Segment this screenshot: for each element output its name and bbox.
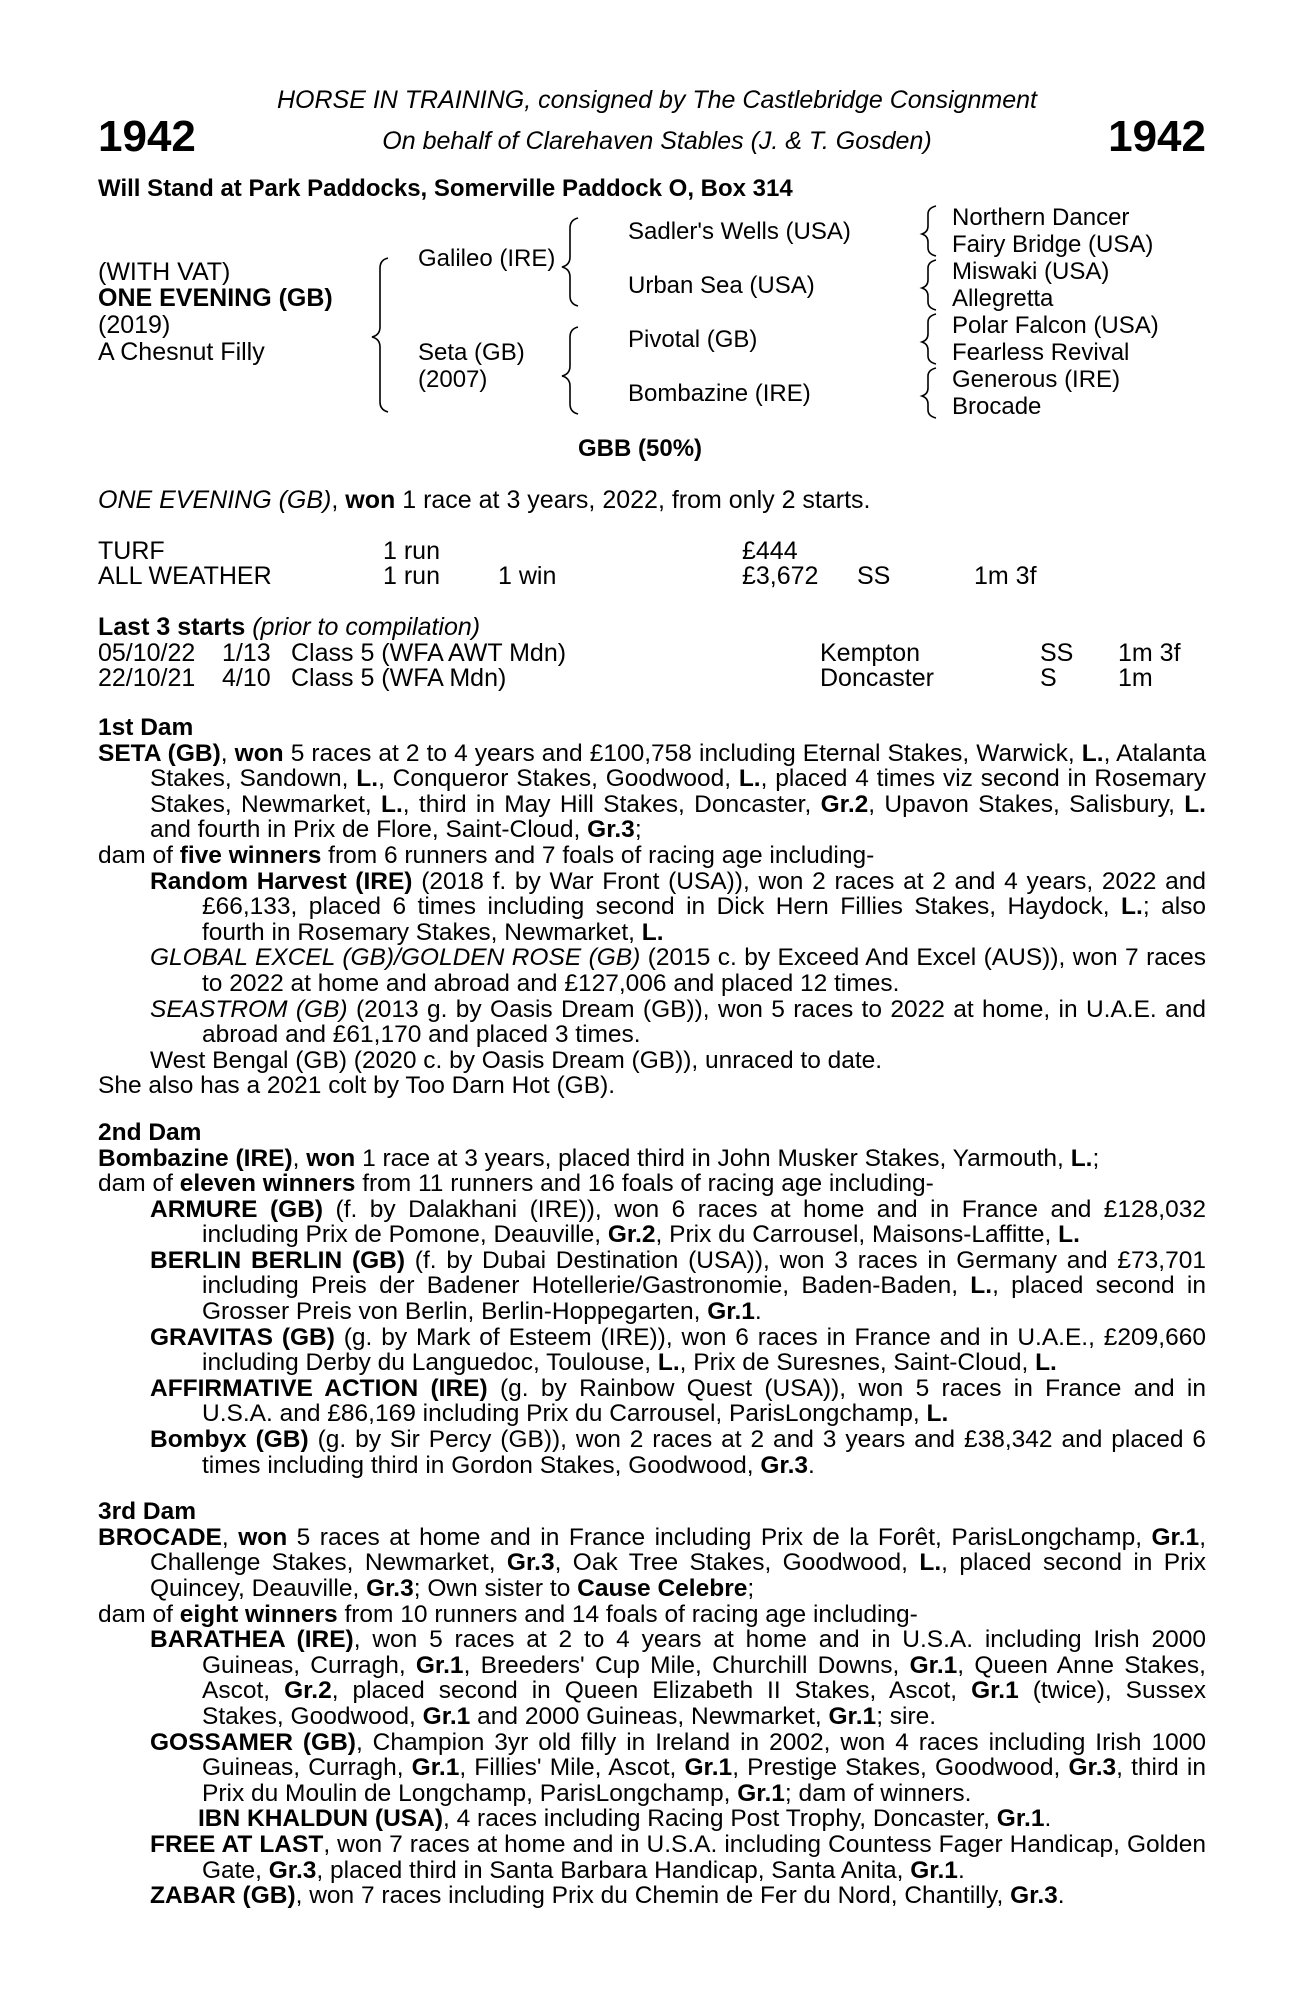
record-aw-prize: £3,672 [742, 562, 819, 590]
record-turf-runs: 1 run [383, 537, 440, 565]
record-turf-surface: TURF [98, 537, 165, 565]
start-1-course: Kempton [820, 639, 921, 667]
pedigree-dam-sire: Pivotal (GB) [628, 326, 758, 353]
pedigree-dds: Generous (IRE) [952, 366, 1121, 393]
start-1-going: SS [1040, 639, 1074, 667]
start-2-going: S [1040, 664, 1057, 692]
pedigree-sire-dam: Urban Sea (USA) [628, 272, 815, 299]
race-summary: ONE EVENING (GB), won 1 race at 3 years, 2022, from only 2 starts. [98, 486, 871, 514]
start-2-race: Class 5 (WFA Mdn) [291, 664, 507, 692]
brace-sd [922, 260, 936, 310]
produce-gravitas: GRAVITAS (GB) (g. by Mark of Esteem (IRE)), won 6 races in France and in U.A.E., £209,660 including Derby du Languedoc, Toulouse, L., Prix de Suresnes, Saint-Cloud, L. [150, 1323, 1206, 1377]
vat-note: (WITH VAT) [98, 258, 231, 286]
lot-number-right: 1942 [1108, 112, 1206, 161]
produce-barathea: BARATHEA (IRE), won 5 races at 2 to 4 years at home and in U.S.A. including Irish 2000 Guineas, Curragh, Gr.1, Breeders' Cup Mile, Churchill Downs, Gr.1, Queen Anne Stakes, Ascot, Gr.2, placed second in Queen Elizabeth II Stakes, Ascot, Gr.1 (twice), Sussex Stakes, Goodwood, Gr.1 and 2000 Guineas, Newmarket, Gr.1; sire. [150, 1626, 1206, 1730]
produce-global-excel: GLOBAL EXCEL (GB)/GOLDEN ROSE (GB) (2015 c. by Exceed And Excel (AUS)), won 7 races to 2022 at home and abroad and £127,006 and placed 12 times. [150, 944, 1207, 997]
on-behalf-line: On behalf of Clarehaven Stables (J. & T. Gosden) [382, 127, 932, 155]
consignment-line: HORSE IN TRAINING, consigned by The Castlebridge Consignment [276, 86, 1038, 114]
pedigree-sss: Northern Dancer [952, 204, 1130, 231]
horse-description: A Chesnut Filly [98, 338, 265, 366]
last-starts-note: (prior to compilation) [252, 613, 481, 641]
gbb-rating: GBB (50%) [578, 435, 703, 462]
produce-west-bengal: West Bengal (GB) (2020 c. by Oasis Dream (GB)), unraced to date. [150, 1046, 883, 1074]
pedigree-dam-dam: Bombazine (IRE) [628, 380, 811, 407]
produce-bombyx: Bombyx (GB) (g. by Sir Percy (GB)), won 2 races at 2 and 3 years and £38,342 and placed 6 times including third in Gordon Stakes, Goodwood, Gr.3. [150, 1426, 1206, 1479]
first-dam-record: SETA (GB), won 5 races at 2 to 4 years and £100,758 including Eternal Stakes, Warwick, L., Atalanta Stakes, Sandown, L., Conqueror Stakes, Goodwood, L., placed 4 times viz second in Rosemary Stakes, Newmarket, L., third in May Hill Stakes, Doncaster, Gr.2, Upavon Stakes, Salisbury, L. and fourth in Prix de Flore, Saint-Cloud, Gr.3; [98, 739, 1207, 844]
produce-affirmative-action: AFFIRMATIVE ACTION (IRE) (g. by Rainbow Quest (USA)), won 5 races in France and in U.S.A. and £86,169 including Prix du Carrousel, ParisLongchamp, L. [150, 1374, 1206, 1428]
produce-zabar: ZABAR (GB), won 7 races including Prix du Chemin de Fer du Nord, Chantilly, Gr.3. [150, 1882, 1065, 1910]
stand-location: Will Stand at Park Paddocks, Somerville Paddock O, Box 314 [98, 175, 793, 202]
summary-won: won [345, 486, 396, 514]
start-1-distance: 1m 3f [1118, 639, 1181, 667]
pedigree-dsd: Fearless Revival [952, 339, 1130, 366]
third-dam-record: BROCADE, won 5 races at home and in France including Prix de la Forêt, ParisLongchamp, Gr.1, Challenge Stakes, Newmarket, Gr.3, Oak Tree Stakes, Goodwood, L., placed second in Prix Quincey, Deauville, Gr.3; Own sister to Cause Celebre; [98, 1523, 1207, 1602]
first-dam-heading: 1st Dam [98, 714, 194, 741]
start-1-date: 05/10/22 [98, 639, 196, 667]
record-aw-runs: 1 run [383, 562, 440, 590]
brace-sire [562, 218, 578, 306]
brace-ds [922, 314, 936, 364]
produce-armure: ARMURE (GB) (f. by Dalakhani (IRE)), won 6 races at home and in France and £128,032 including Prix de Pomone, Deauville, Gr.2, Prix du Carrousel, Maisons-Laffitte, L. [150, 1195, 1206, 1249]
record-aw-distance: 1m 3f [974, 562, 1037, 590]
start-1-position: 1/13 [222, 639, 271, 667]
brace-dd [922, 368, 936, 418]
second-dam-produce-summary: dam of eleven winners from 11 runners and 16 foals of racing age including- [98, 1170, 934, 1198]
produce-seastrom: SEASTROM (GB) (2013 g. by Oasis Dream (GB)), won 5 races to 2022 at home, in U.A.E. and abroad and £61,170 and placed 3 times. [150, 995, 1206, 1049]
start-2-distance: 1m [1118, 664, 1153, 692]
produce-2021-colt: She also has a 2021 colt by Too Darn Hot (GB). [98, 1072, 616, 1100]
record-aw-wins: 1 win [498, 562, 557, 590]
last-starts-title: Last 3 starts [98, 613, 246, 641]
last-starts-heading [98, 613, 480, 642]
start-2-course: Doncaster [820, 664, 934, 692]
summary-horse-name: ONE EVENING (GB) [98, 486, 332, 514]
start-2-position: 4/10 [222, 664, 271, 692]
brace-ss [922, 206, 936, 256]
record-turf-prize: £444 [742, 537, 798, 565]
pedigree-dss: Polar Falcon (USA) [952, 312, 1159, 339]
lot-number-left: 1942 [98, 112, 196, 161]
record-aw-surface: ALL WEATHER [98, 562, 272, 590]
pedigree-sire-sire: Sadler's Wells (USA) [628, 218, 851, 245]
pedigree-dam: Seta (GB) [418, 339, 525, 366]
pedigree-dam-year: (2007) [418, 366, 488, 393]
brace-main [372, 258, 388, 412]
third-dam-heading: 3rd Dam [98, 1498, 197, 1526]
produce-random-harvest: Random Harvest (IRE) (2018 f. by War Front (USA)), won 2 races at 2 and 4 years, 2022 and £66,133, placed 6 times including second in Dick Hern Fillies Stakes, Haydock, L.; also fourth in Rosemary Stakes, Newmarket, L. [150, 867, 1207, 946]
record-aw-going: SS [857, 562, 891, 590]
start-1-race: Class 5 (WFA AWT Mdn) [291, 639, 567, 667]
pedigree-ddd: Brocade [952, 393, 1042, 420]
second-dam-heading: 2nd Dam [98, 1118, 202, 1146]
family-section [98, 715, 1206, 1909]
produce-berlin-berlin: BERLIN BERLIN (GB) (f. by Dubai Destination (USA)), won 3 races in Germany and £73,701 including Preis der Badener Hotellerie/Gastronomie, Baden-Baden, L., placed second in Grosser Preis von Berlin, Berlin-Hoppegarten, Gr.1. [150, 1246, 1207, 1326]
second-dam-record: Bombazine (IRE), won 1 race at 3 years, placed third in John Musker Stakes, Yarmouth, L.; [98, 1144, 1100, 1172]
pedigree-sire: Galileo (IRE) [418, 245, 556, 272]
brace-dam [562, 327, 578, 414]
pedigree-ssd: Fairy Bridge (USA) [952, 231, 1154, 258]
produce-ibn-khaldun: IBN KHALDUN (USA), 4 races including Racing Post Trophy, Doncaster, Gr.1. [198, 1805, 1052, 1833]
summary-text: 1 race at 3 years, 2022, from only 2 starts. [395, 486, 871, 514]
produce-free-at-last: FREE AT LAST, won 7 races at home and in U.S.A. including Countess Fager Handicap, Golden Gate, Gr.3, placed third in Santa Barbara Handicap, Santa Anita, Gr.1. [150, 1830, 1206, 1884]
pedigree-sds: Miswaki (USA) [952, 258, 1110, 285]
third-dam-produce-summary: dam of eight winners from 10 runners and 14 foals of racing age including- [98, 1600, 918, 1628]
horse-name: ONE EVENING (GB) [98, 284, 333, 312]
pedigree-sdd: Allegretta [952, 285, 1054, 312]
produce-gossamer: GOSSAMER (GB), Champion 3yr old filly in Ireland in 2002, won 4 races including Irish 1000 Guineas, Curragh, Gr.1, Fillies' Mile, Ascot, Gr.1, Prestige Stakes, Goodwood, Gr.3, third in Prix du Moulin de Longchamp, ParisLongchamp, Gr.1; dam of winners. [150, 1728, 1206, 1807]
first-dam-produce-summary: dam of five winners from 6 runners and 7 foals of racing age including- [98, 841, 875, 869]
horse-year: (2019) [98, 311, 171, 339]
start-2-date: 22/10/21 [98, 664, 196, 692]
